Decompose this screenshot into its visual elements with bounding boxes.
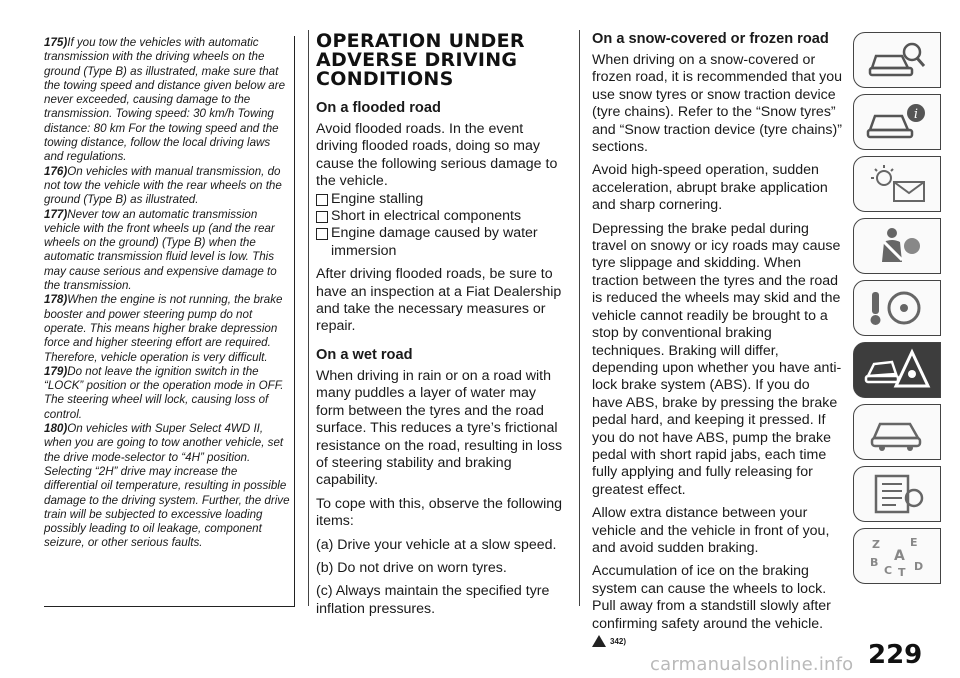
warning-triangle-icon [592,635,606,647]
warning-reference[interactable]: 342) [592,635,842,647]
car-info-icon [862,100,932,144]
snow-road-heading: On a snow-covered or frozen road [592,31,829,47]
middle-column [316,30,564,624]
alphabetical-index-icon [862,534,932,578]
wet-item-a: (a) Drive your vehicle at a slow speed. [316,536,557,553]
chapter-tabs [853,32,943,590]
svg-text:B: B [870,556,879,569]
warning-lights-message-icon [862,162,932,206]
wet-item-c: (c) Always maintain the specified tyre inflation pressures. [316,583,550,617]
checkbox-bullet-icon [316,228,328,240]
seatbelt-airbag-icon [862,224,932,268]
tab-index[interactable] [853,528,941,584]
snow-paragraph: When driving on a snow-covered or frozen road, it is recommended that you use snow tyres or snow traction device (tyre chains). Refer to the “Snow tyres” and “Snow traction device (tyre chains)” sections. [592,52,842,156]
right-column [592,30,842,647]
column-divider [579,30,580,606]
svg-text:A: A [894,548,905,564]
steering-wheel-key-icon [862,286,932,330]
svg-text:T: T [898,566,906,578]
warning-177: 177)Never tow an automatic transmission vehicle with the front wheels up (and the rear wheels on the ground) (Type B) when the automatic transmission fluid level is low. This may cause serious and expensive damage to the transmission. [44,207,277,293]
warning-178: 178)When the engine is not running, the brake booster and power steering pump do not operate. This means higher brake depression force and higher steering effort are required. Therefore, vehicle operation is very difficult. [44,293,283,364]
wet-item-b: (b) Do not drive on worn tyres. [316,559,507,576]
snow-paragraph: Avoid high-speed operation, sudden acceleration, abrupt brake application and sharp cornering. [592,162,828,214]
section-title: OPERATION UNDER ADVERSE DRIVING CONDITIONS [316,30,525,90]
snow-paragraph: Depressing the brake pedal during travel on snowy or icy roads may cause tyre slippage and skidding. When traction between the tyres and the road is reduced the wheels may skid and the vehicle cannot readily be brought to a stop by conventional braking techniques. Braking will differ, depending upon whether you have anti-lock brake system (ABS). If you do have ABS, brake by pressing the brake pedal hard, and keeping it pressed. If you do not have ABS, pump the brake pedal with short rapid jabs, each time fully applying and fully releasing for greatest effect. [592,220,842,498]
svg-text:D: D [914,560,924,573]
page-number: 229 [868,640,923,670]
warning-180: 180)On vehicles with Super Select 4WD II, when you are going to tow another vehicle, set the drive mode-selector to “4H” position. Selecting “2H” drive may increase the differential oil temperature, resulting in possible damage to the driving system. Further, the drive train will be subjected to excessive loading possibly leading to oil leakage, component seizure, or other serious faults. [44,422,290,550]
tab-warning-lights[interactable] [853,156,941,212]
car-maintenance-icon [862,410,932,454]
flooded-after: After driving flooded roads, be sure to have an inspection at a Fiat Dealership and take the necessary measures or repair. [316,266,562,335]
watermark: carmanualsonline.info [650,654,854,675]
flooded-intro: Avoid flooded roads. In the event driving flooded roads, doing so may cause the following serious damage to the vehicle. [316,121,558,190]
tab-dashboard[interactable] [853,32,941,88]
wet-road-heading: On a wet road [316,346,413,363]
wet-paragraph: To cope with this, observe the following items: [316,495,563,530]
snow-paragraph: Allow extra distance between your vehicle and the vehicle in front of you, and avoid sudden braking. [592,505,830,556]
tab-safety[interactable] [853,218,941,274]
tab-emergency[interactable] [853,342,941,398]
snow-paragraph: Accumulation of ice on the braking system can cause the wheels to lock. Pull away from a standstill slowly after confirming safety around the vehicle. [592,563,831,632]
column-divider [308,30,309,606]
checkbox-bullet-icon [316,211,328,223]
wet-paragraph: When driving in rain or on a road with many puddles a layer of water may form between the tyres and the road surface. This reduces a tyre’s frictional resistance on the road, resulting in loss of steering stability and braking capability. [316,367,563,489]
car-dashboard-icon [862,38,932,82]
svg-text:i: i [913,107,919,122]
svg-text:E: E [910,536,918,549]
warning-176: 176)On vehicles with manual transmission, do not tow the vehicle with the rear wheels on the ground (Type B) as illustrated. [44,164,282,207]
svg-text:C: C [884,564,893,577]
tab-car-info[interactable] [853,94,941,150]
list-item: Engine damage caused by water immersion [316,225,564,260]
checkbox-bullet-icon [316,194,328,206]
tab-starting-driving[interactable] [853,280,941,336]
svg-text:Z: Z [872,538,880,551]
tab-technical-data[interactable] [853,466,941,522]
tab-maintenance[interactable] [853,404,941,460]
technical-data-icon [862,472,932,516]
list-item: Short in electrical components [316,208,564,225]
flooded-road-heading: On a flooded road [316,100,441,116]
warning-179: 179)Do not leave the ignition switch in the “LOCK” position or the operation mode in OFF. The steering wheel will lock, causing loss of control. [44,364,284,421]
emergency-breakdown-icon [862,348,932,392]
warnings-column [44,36,295,607]
warning-175: 175)If you tow the vehicles with automatic transmission with the driving wheels on the ground (Type B) as illustrated, make sure that the towing speed and distance given below are never exceeded, causing damage to the transmission. Towing speed: 30 km/h Towing distance: 80 km For the towing speed and the towing distance, follow the local driving laws and regulations. [44,36,286,164]
list-item: Engine stalling [316,191,564,208]
